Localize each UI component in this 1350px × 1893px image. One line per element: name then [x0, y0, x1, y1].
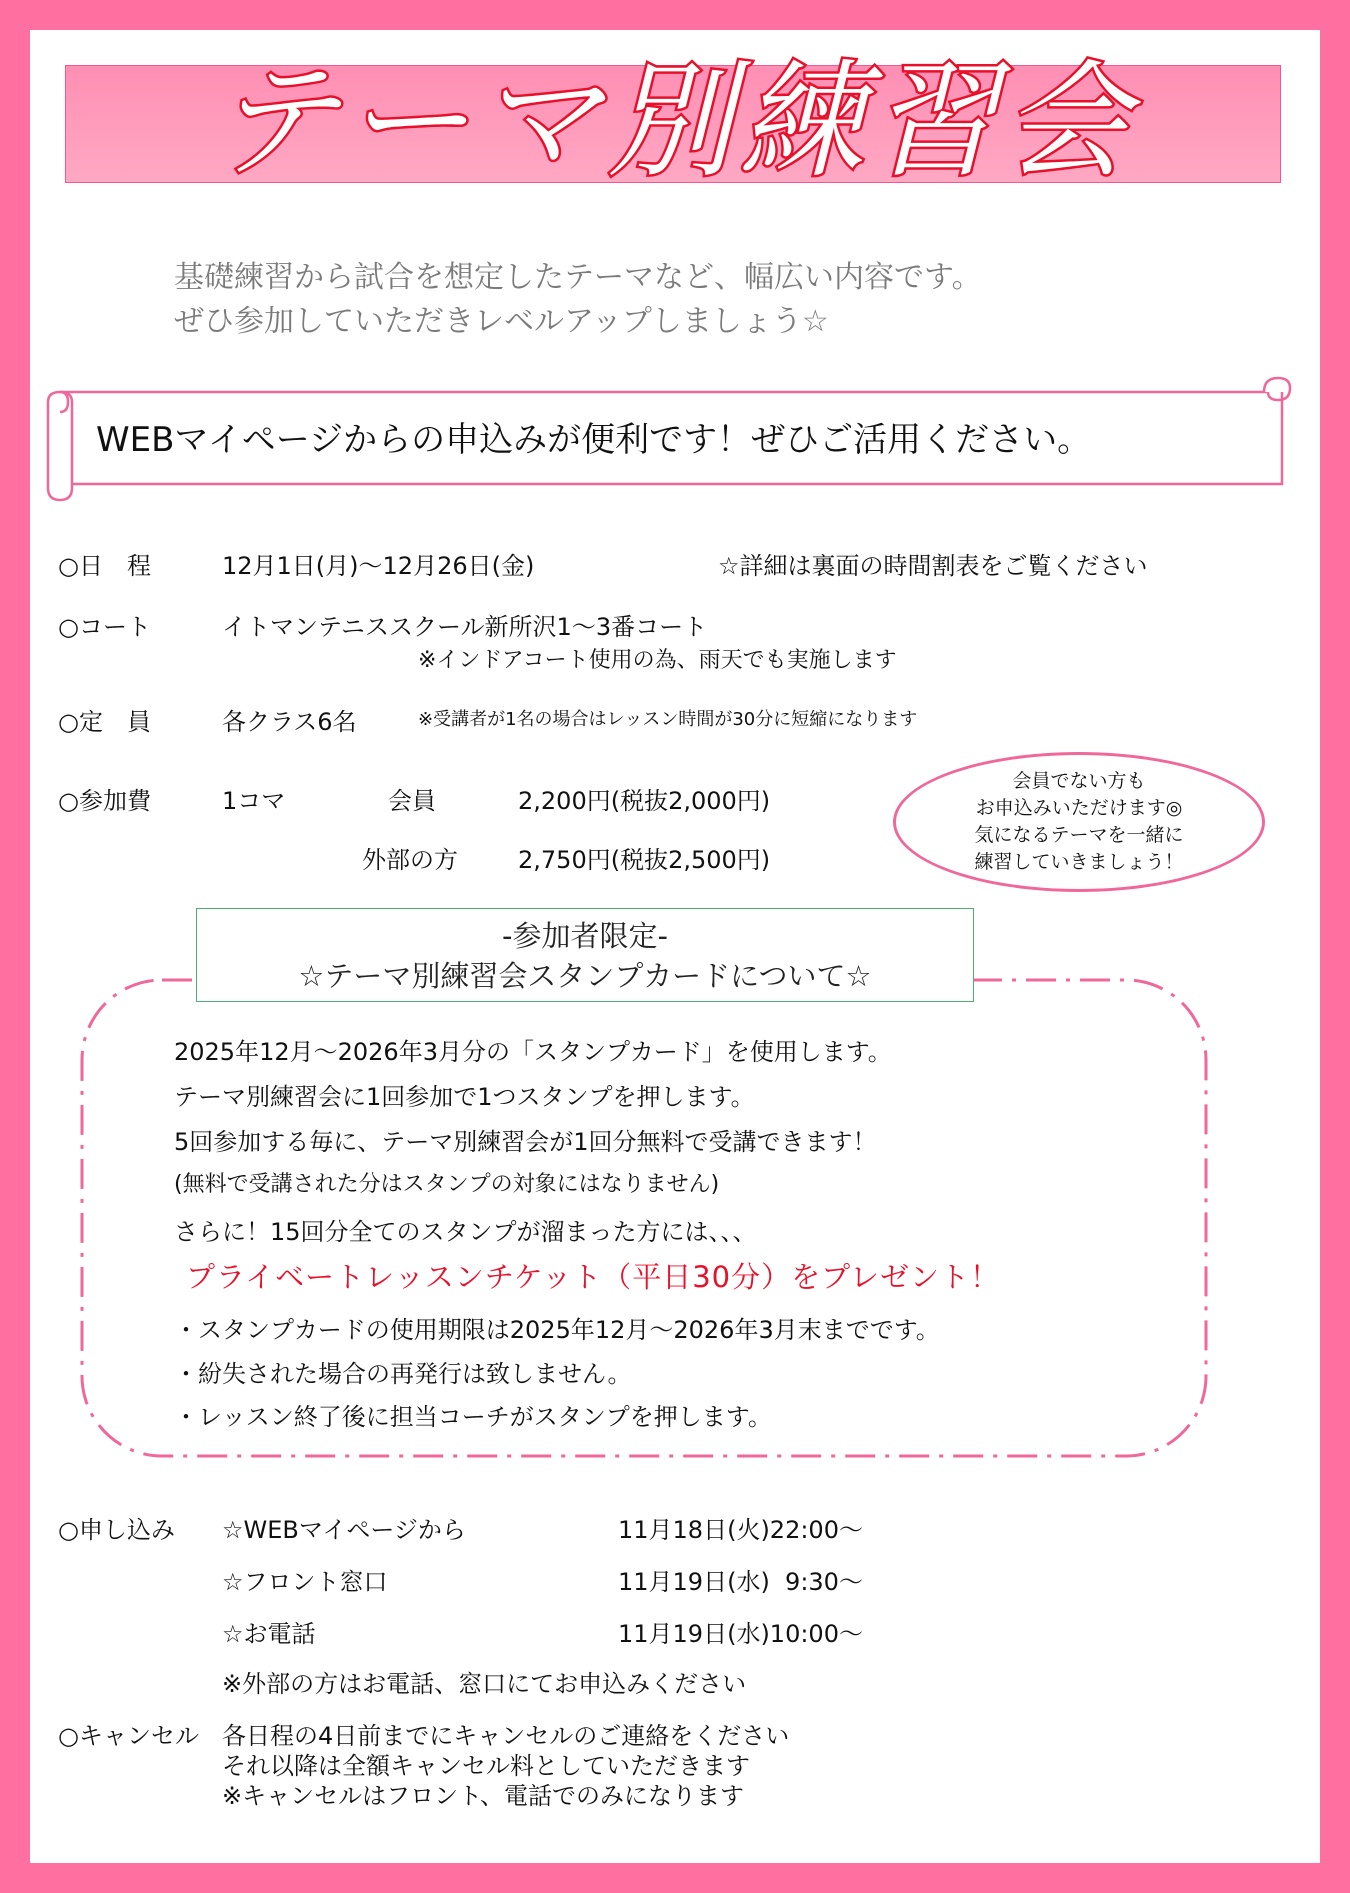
capacity-note: ※受講者が1名の場合はレッスン時間が30分に短縮になります	[418, 709, 918, 730]
stamp-line-4: (無料で受講された分はスタンプの対象にはなりません)	[174, 1172, 720, 1197]
stamp-heading-2: ☆テーマ別練習会スタンプカードについて☆	[298, 959, 872, 993]
callout-line-2: お申込みいただけます◎	[975, 797, 1183, 819]
apply-method-2: ☆フロント窓口	[222, 1568, 388, 1596]
intro-line-1: 基礎練習から試合を想定したテーマなど、幅広い内容です。	[174, 260, 982, 295]
court-note: ※インドアコート使用の為、雨天でも実施します	[418, 648, 897, 673]
stamp-reward-highlight: プライベートレッスンチケット（平日30分）をプレゼント！	[186, 1260, 1000, 1294]
apply-time-1: 11月18日(火)22:00～	[618, 1516, 863, 1544]
fee-member-label: 会員	[388, 787, 436, 815]
cancel-line-3: ※キャンセルはフロント、電話でのみになります	[222, 1782, 744, 1810]
callout-line-3: 気になるテーマを一緒に	[974, 824, 1184, 846]
callout-line-4: 練習していきましょう！	[974, 851, 1184, 873]
apply-method-1: ☆WEBマイページから	[222, 1516, 466, 1544]
web-signup-scroll-banner	[42, 372, 1294, 502]
cancel-line-2: それ以降は全額キャンセル料としていただきます	[222, 1752, 750, 1780]
stamp-line-5: さらに！15回分全てのスタンプが溜まった方には、、、	[174, 1218, 757, 1246]
stamp-note-3: ・レッスン終了後に担当コーチがスタンプを押します。	[174, 1403, 772, 1431]
stamp-note-2: ・紛失された場合の再発行は致しません。	[174, 1360, 632, 1388]
capacity-label: ○定 員	[58, 708, 151, 736]
court-value: イトマンテニススクール新所沢1～3番コート	[222, 613, 708, 641]
intro-line-2: ぜひ参加していただきレベルアップしましょう☆	[174, 304, 829, 339]
fee-member-price: 2,200円(税抜2,000円)	[518, 787, 771, 815]
apply-time-2: 11月19日(水) 9:30～	[618, 1568, 863, 1596]
intro-text	[174, 256, 982, 344]
schedule-value: 12月1日(月)～12月26日(金)	[222, 552, 535, 580]
stamp-card-heading-box	[196, 908, 974, 1002]
stamp-line-3: 5回参加する毎に、テーマ別練習会が1回分無料で受講できます！	[174, 1128, 877, 1156]
non-member-callout	[893, 752, 1265, 892]
stamp-line-2: テーマ別練習会に1回参加で1つスタンプを押します。	[174, 1083, 755, 1111]
fee-unit: 1コマ	[222, 787, 286, 815]
stamp-note-1: ・スタンプカードの使用期限は2025年12月～2026年3月末までです。	[174, 1316, 940, 1344]
stamp-heading-1: -参加者限定-	[502, 919, 668, 953]
cancel-label: ○キャンセル	[58, 1722, 199, 1750]
web-signup-message: WEBマイページからの申込みが便利です！ぜひご活用ください。	[96, 420, 1092, 460]
schedule-note: ☆詳細は裏面の時間割表をご覧ください	[718, 552, 1148, 580]
fee-guest-price: 2,750円(税抜2,500円)	[518, 846, 771, 874]
fee-guest-label: 外部の方	[362, 846, 458, 874]
apply-method-3: ☆お電話	[222, 1620, 316, 1648]
fee-label: ○参加費	[58, 787, 151, 815]
schedule-label: ○日 程	[58, 552, 151, 580]
court-label: ○コート	[58, 613, 151, 641]
page-title: テーマ別練習会	[211, 48, 1135, 195]
stamp-line-1: 2025年12月～2026年3月分の「スタンプカード」を使用します。	[174, 1038, 892, 1066]
apply-time-3: 11月19日(水)10:00～	[618, 1620, 863, 1648]
apply-label: ○申し込み	[58, 1516, 175, 1544]
apply-note: ※外部の方はお電話、窓口にてお申込みください	[222, 1670, 747, 1698]
cancel-line-1: 各日程の4日前までにキャンセルのご連絡をください	[222, 1722, 790, 1750]
capacity-value: 各クラス6名	[222, 708, 357, 736]
callout-line-1: 会員でない方も	[1012, 770, 1146, 792]
